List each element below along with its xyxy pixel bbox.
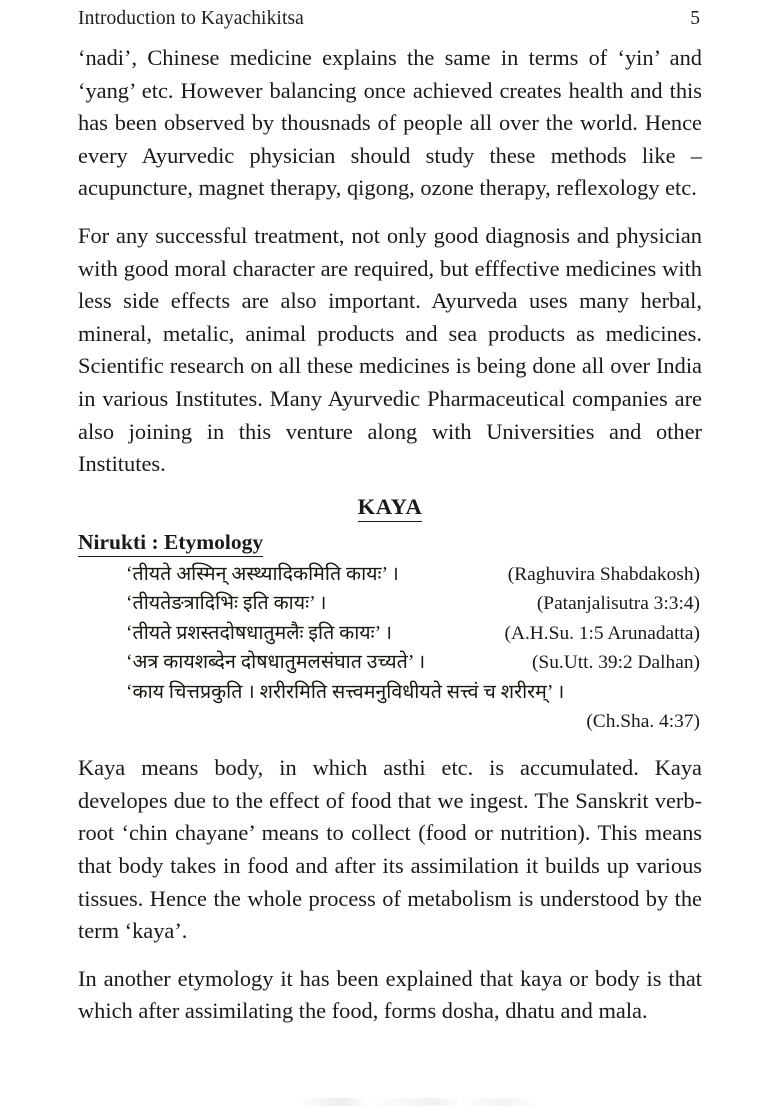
paragraph-another-etymology: In another etymology it has been explained that kaya or body is that which after assimilating the food, forms dosha, dhatu and mala. — [78, 965, 702, 1024]
paragraph-spacer — [78, 211, 702, 220]
paragraph-nadi-chinese-medicine: ‘nadi’, Chinese medicine explains the same in terms of ‘yin’ and ‘yang’ etc. However balancing once achieved creates health and this has been observed by thousnads of people all over the world. Hence every Ayurvedic physician should study these methods like – acupuncture, magnet therapy, qigong, ozone therapy, reflexology etc. — [78, 45, 702, 201]
citation-list — [78, 560, 702, 739]
citation-row — [126, 678, 702, 708]
citation-source: (Patanjalisutra 3:3:4) — [536, 593, 700, 615]
citation-source: (Ch.Sha. 4:37) — [586, 711, 700, 733]
page-content — [78, 0, 702, 1028]
citation-row — [126, 648, 702, 678]
running-head — [78, 0, 702, 42]
paragraph-spacer — [78, 954, 702, 963]
citation-source-row — [126, 707, 702, 738]
paragraph-kaya-means-body: Kaya means body, in which asthi etc. is accumulated. Kaya developes due to the effect of food that we ingest. The Sanskrit verb-root ‘chin chayane’ means to collect (food or nutrition). This means that body takes in food and after its assimilation it builds up various tissues. Hence the whole process of metabolism is understood by the term ‘kaya’. — [78, 755, 702, 944]
subheading-nirukti — [78, 530, 702, 557]
subheading-nirukti-text: Nirukti : Etymology — [78, 530, 263, 557]
section-title-kaya-text: KAYA — [358, 494, 423, 522]
citation-source: (A.H.Su. 1:5 Arunadatta) — [504, 622, 700, 644]
citation-sanskrit: ‘काय चित्तप्रकुति । शरीरमिति सत्त्वमनुविधीयते सत्त्वं च शरीरम्’ । — [126, 681, 565, 703]
section-spacer — [78, 738, 702, 752]
citation-sanskrit: ‘तीयते अस्मिन् अस्थ्यादिकमिति कायः’ । — [126, 563, 399, 585]
citation-source: (Raghuvira Shabdakosh) — [507, 563, 700, 585]
citation-source: (Su.Utt. 39:2 Dalhan) — [531, 652, 700, 674]
citation-row — [126, 619, 702, 649]
paragraph-successful-treatment: For any successful treatment, not only good diagnosis and physician with good moral character are required, but efffective medicines with less side effects are also important. Ayurveda uses many herbal, mineral, metalic, animal products and sea products as medicines. Scientific research on all these medicines is being done all over India in various Institutes. Many Ayurvedic Pharmaceutical companies are also joining in this venture along with Universities and other Institutes. — [78, 222, 702, 477]
scan-edge-artifact — [300, 1098, 560, 1106]
citation-row — [126, 589, 702, 619]
citation-sanskrit: ‘तीयते प्रशस्तदोषधातुमलैः इति कायः’ । — [126, 622, 393, 644]
citation-row — [126, 560, 702, 590]
running-head-title: Introduction to Kayachikitsa — [78, 8, 304, 29]
page-number: 5 — [690, 8, 700, 29]
citation-sanskrit: ‘तीयतेङत्रादिभिः इति कायः’ । — [126, 593, 327, 615]
citation-sanskrit: ‘अत्र कायशब्देन दोषधातुमलसंघात उच्यते’ । — [126, 652, 426, 674]
section-title-kaya — [78, 494, 702, 522]
